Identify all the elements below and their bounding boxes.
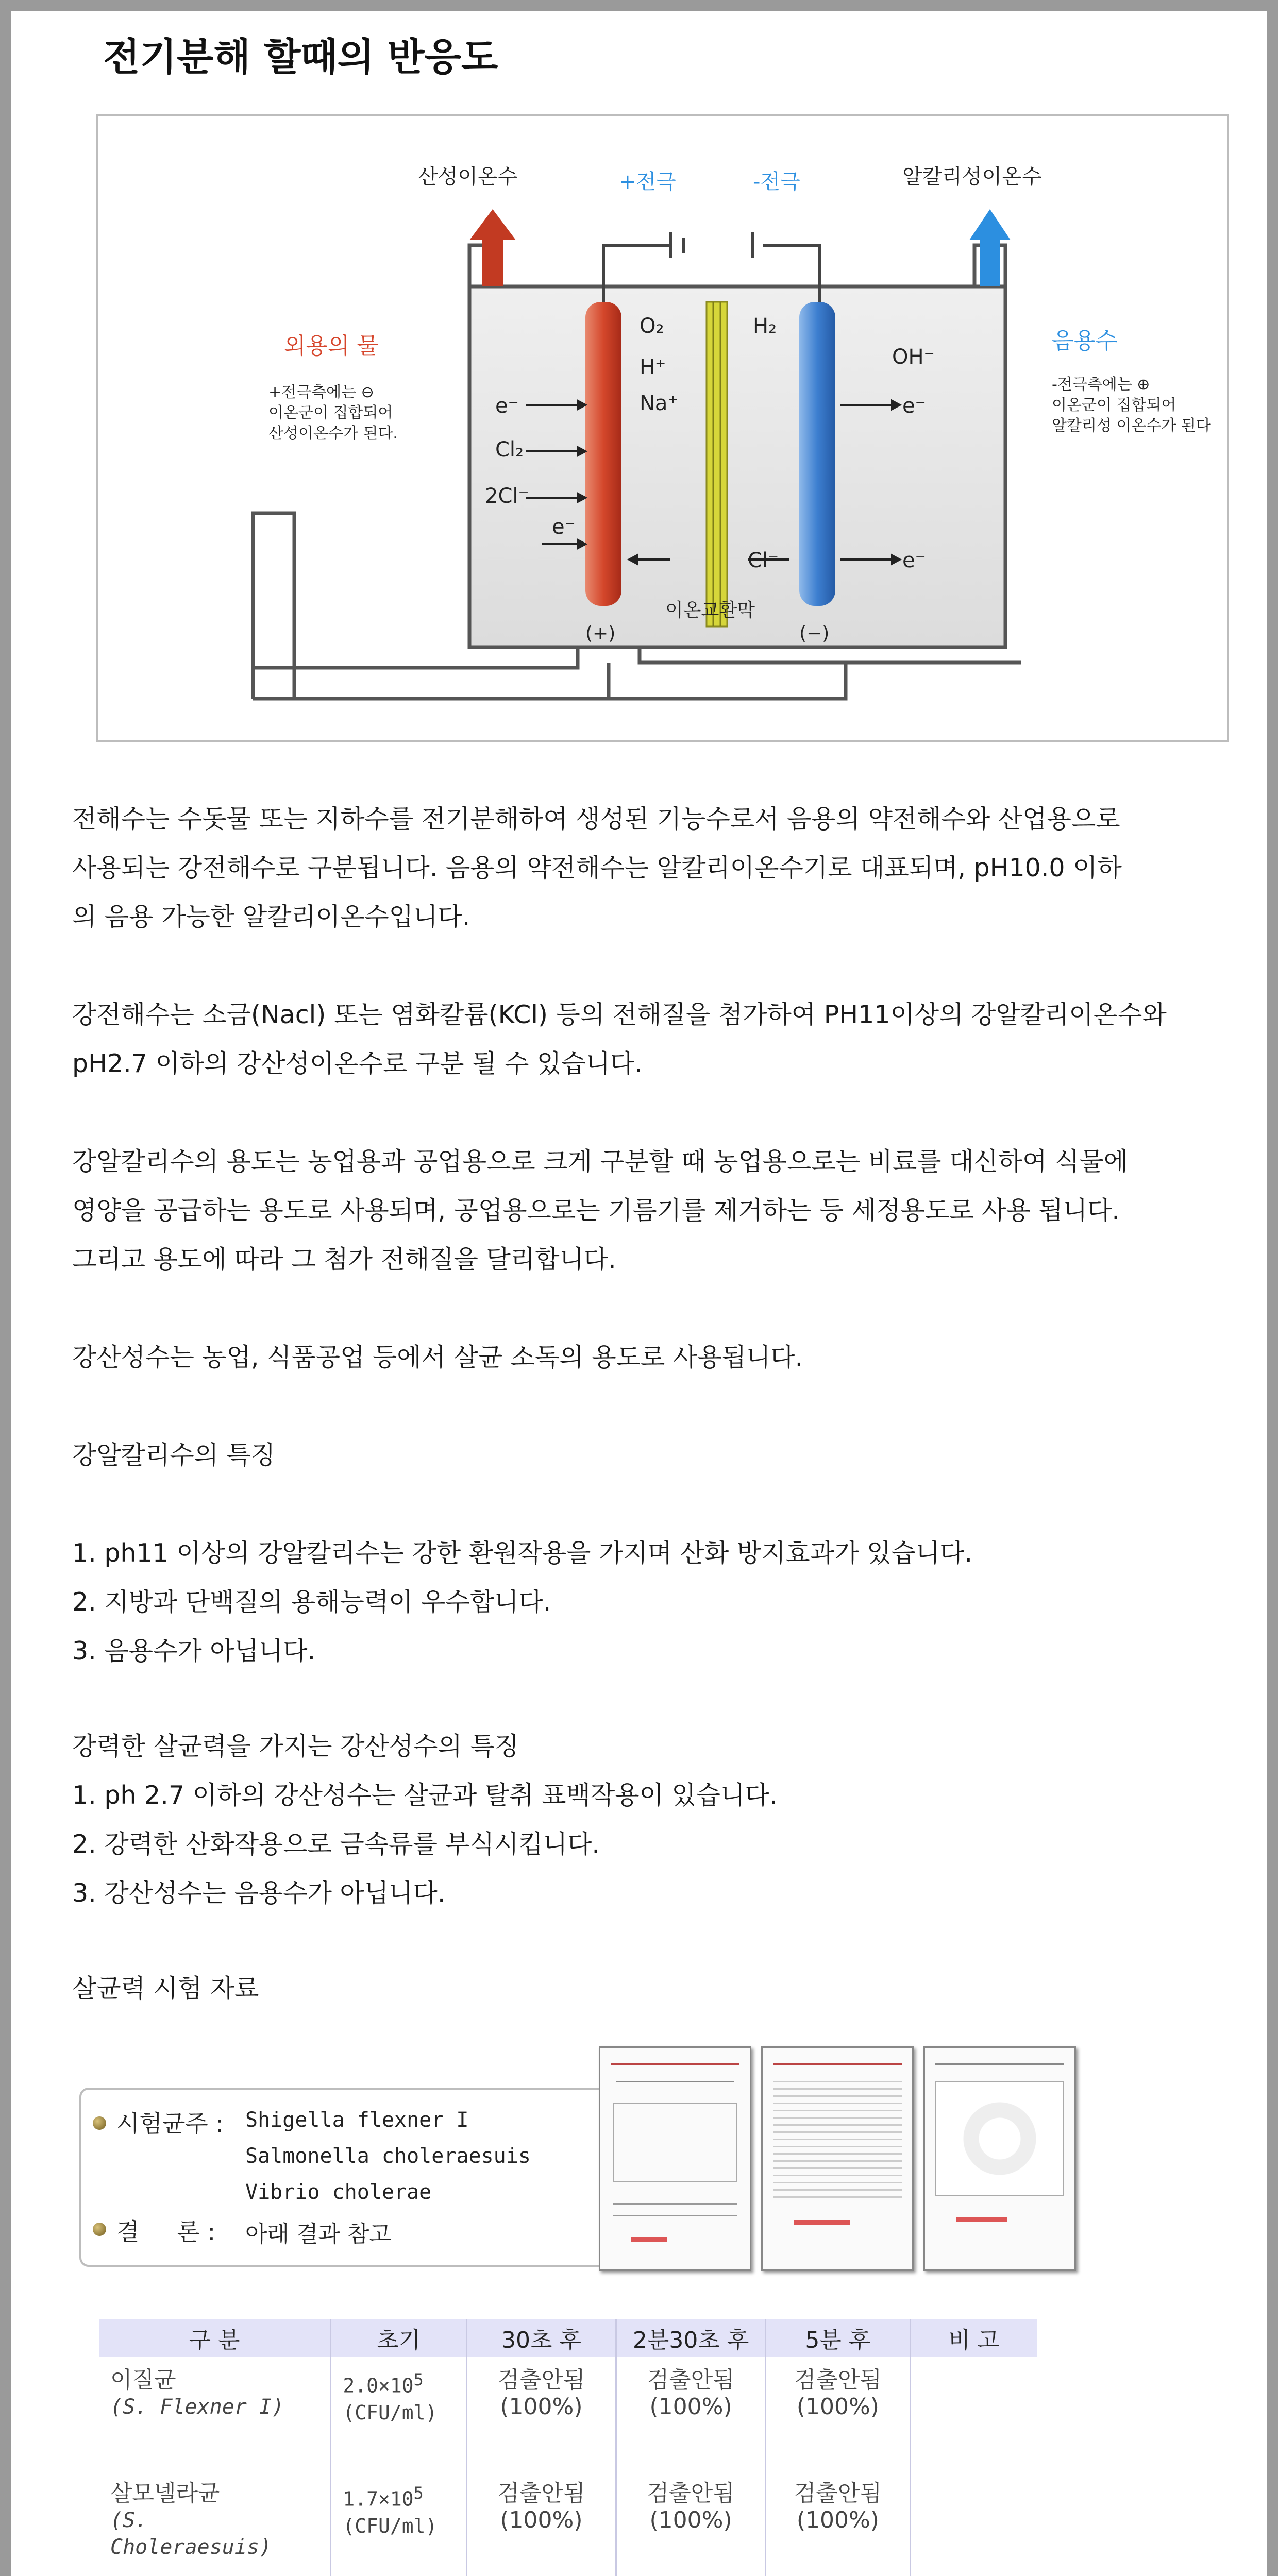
list-item: 3. 음용수가 아닙니다.	[72, 1636, 316, 1666]
result-cell: 검출안됨	[497, 2367, 585, 2393]
organism-scientific-name: (S. Choleraesuis)	[110, 2509, 272, 2559]
organism-scientific-name: (S. Flexner I)	[110, 2395, 284, 2419]
count-base: 2.0×10	[343, 2374, 414, 2397]
cathode-sign: (−)	[799, 623, 830, 644]
result-percent: (100%)	[649, 2507, 732, 2533]
list-item: 3. 강산성수는 음용수가 아닙니다.	[72, 1878, 446, 1908]
result-percent: (100%)	[500, 2394, 583, 2420]
anode	[585, 302, 621, 606]
result-percent: (100%)	[796, 2507, 879, 2533]
alkali-features-list	[72, 1529, 1206, 1675]
header-initial: 초기	[331, 2319, 467, 2357]
electrolysis-diagram	[96, 114, 1229, 742]
acid-water-label: 산성이온수	[418, 165, 518, 189]
text-line: 살균력 시험 자료	[72, 1974, 259, 2003]
list-item: 강력한 살균력을 가지는 강산성수의 특징	[72, 1732, 519, 1761]
tank	[469, 286, 1005, 647]
table-row	[99, 2470, 1037, 2576]
strain-label: 시험균주 :	[116, 2110, 224, 2138]
external-note-2: 이온군이 집합되어	[268, 404, 393, 422]
membrane	[707, 302, 727, 626]
organism-name: 살모넬라균	[110, 2480, 220, 2506]
paragraph-1	[72, 794, 1206, 941]
paragraph-4	[72, 1333, 1206, 1382]
paragraph-3	[72, 1137, 1206, 1284]
acid-out-arrow	[469, 209, 516, 286]
e-label-4: e⁻	[902, 549, 926, 572]
sterilization-table	[99, 2319, 1037, 2576]
result-cell: 검출안됨	[647, 2367, 735, 2393]
strain-3: Vibrio cholerae	[245, 2180, 432, 2204]
heading-sterilization-data	[72, 1964, 1206, 2013]
o2-label: O₂	[640, 314, 664, 338]
membrane-label: 이온교환막	[665, 600, 755, 621]
list-item: 2. 지방과 단백질의 용해능력이 우수합니다.	[72, 1587, 551, 1617]
organism-name: 이질균	[110, 2367, 176, 2393]
twocl-label: 2Cl⁻	[485, 484, 529, 508]
e-label-3: e⁻	[902, 394, 926, 418]
table-header-row	[99, 2319, 1037, 2357]
ohminus-label: OH⁻	[892, 345, 935, 369]
count-unit: (CFU/ml)	[343, 2514, 438, 2537]
list-item: 1. ph11 이상의 강알칼리수는 강한 환원작용을 가지며 산화 방지효과가 있습니다.	[72, 1538, 973, 1568]
alkali-water-label: 알칼리성이온수	[902, 165, 1042, 189]
count-unit: (CFU/ml)	[343, 2401, 438, 2424]
anode-sign: (+)	[585, 623, 616, 644]
result-cell: 검출안됨	[794, 2367, 882, 2393]
external-note-3: 산성이온수가 된다.	[268, 425, 398, 443]
header-2m30s: 2분30초 후	[616, 2319, 766, 2357]
external-water-label: 외용의 물	[284, 333, 379, 359]
result-cell: 검출안됨	[794, 2480, 882, 2506]
e-label-1: e⁻	[495, 394, 519, 418]
cl2-label: Cl₂	[495, 438, 524, 462]
naplus-label: Na⁺	[640, 392, 679, 415]
result-percent: (100%)	[500, 2507, 583, 2533]
text-line: 강알칼리수의 용도는 농업용과 공업용으로 크게 구분할 때 농업용으로는 비료를 대신하여 식물에	[72, 1147, 1129, 1176]
page	[11, 11, 1267, 2576]
note-cell	[910, 2470, 1037, 2576]
note-cell	[910, 2357, 1037, 2470]
text-line: 강알칼리수의 특징	[72, 1440, 276, 1470]
h2-label: H₂	[753, 314, 777, 338]
text-line: 의 음용 가능한 알칼리이온수입니다.	[72, 902, 470, 931]
drinking-note-2: 이온군이 집합되어	[1052, 396, 1176, 414]
bullet-icon	[93, 2223, 106, 2236]
strain-2: Salmonella choleraesuis	[245, 2144, 531, 2168]
acid-features-list	[72, 1722, 1206, 1918]
text-line: 강전해수는 소금(Nacl) 또는 염화칼륨(KCl) 등의 전해질을 첨가하여 PH11이상의 강알칼리이온수와	[72, 1000, 1167, 1029]
e-label-2: e⁻	[552, 515, 576, 539]
result-percent: (100%)	[649, 2394, 732, 2420]
clminus-label: Cl⁻	[748, 549, 779, 572]
result-label: 결 론 :	[116, 2218, 216, 2246]
drinking-note-1: -전극측에는 ⊕	[1052, 376, 1150, 394]
header-note: 비 고	[910, 2319, 1037, 2357]
count-exponent: 5	[413, 2371, 424, 2389]
count-base: 1.7×10	[343, 2487, 414, 2511]
list-item: 1. ph 2.7 이하의 강산성수는 살균과 탈취 표백작용이 있습니다.	[72, 1781, 778, 1810]
result-cell: 검출안됨	[647, 2480, 735, 2506]
table-row	[99, 2357, 1037, 2470]
test-info-panel	[79, 2088, 609, 2267]
result-cell: 검출안됨	[497, 2480, 585, 2506]
header-5m: 5분 후	[766, 2319, 910, 2357]
header-category: 구 분	[99, 2319, 331, 2357]
text-line: 강산성수는 농업, 식품공업 등에서 살균 소독의 용도로 사용됩니다.	[72, 1343, 803, 1372]
strain-1: Shigella flexner I	[245, 2108, 469, 2132]
test-report-thumbnail[interactable]	[761, 2046, 914, 2271]
text-line: pH2.7 이하의 강산성이온수로 구분 될 수 있습니다.	[72, 1049, 643, 1078]
bullet-icon	[93, 2116, 106, 2130]
list-item: 2. 강력한 산화작용으로 금속류를 부식시킵니다.	[72, 1829, 600, 1859]
paragraph-2	[72, 990, 1206, 1088]
result-value: 아래 결과 참고	[245, 2221, 391, 2247]
hplus-label: H⁺	[640, 355, 666, 379]
external-note-1: +전극측에는 ⊖	[268, 383, 374, 401]
count-exponent: 5	[413, 2484, 424, 2503]
drinking-water-label: 음용수	[1052, 328, 1118, 354]
heading-alkali-features	[72, 1431, 1206, 1480]
text-line: 전해수는 수돗물 또는 지하수를 전기분해하여 생성된 기능수로서 음용의 약전해수와 산업용으로	[72, 804, 1120, 834]
header-30s: 30초 후	[466, 2319, 616, 2357]
test-report-thumbnail[interactable]	[599, 2046, 751, 2271]
text-line: 사용되는 강전해수로 구분됩니다. 음용의 약전해수는 알칼리이온수기로 대표되며, pH10.0 이하	[72, 853, 1122, 883]
plus-electrode-label: +전극	[619, 170, 676, 194]
result-percent: (100%)	[796, 2394, 879, 2420]
text-line: 영양을 공급하는 용도로 사용되며, 공업용으로는 기름기를 제거하는 등 세정용도로 사용 됩니다.	[72, 1196, 1120, 1225]
text-line: 그리고 용도에 따라 그 첨가 전해질을 달리합니다.	[72, 1245, 616, 1274]
drinking-note-3: 알칼리성 이온수가 된다	[1052, 417, 1211, 435]
minus-electrode-label: -전극	[753, 170, 800, 194]
cathode	[799, 302, 835, 606]
page-title: 전기분해 할때의 반응도	[103, 35, 498, 79]
test-report-thumbnail[interactable]	[923, 2046, 1076, 2271]
